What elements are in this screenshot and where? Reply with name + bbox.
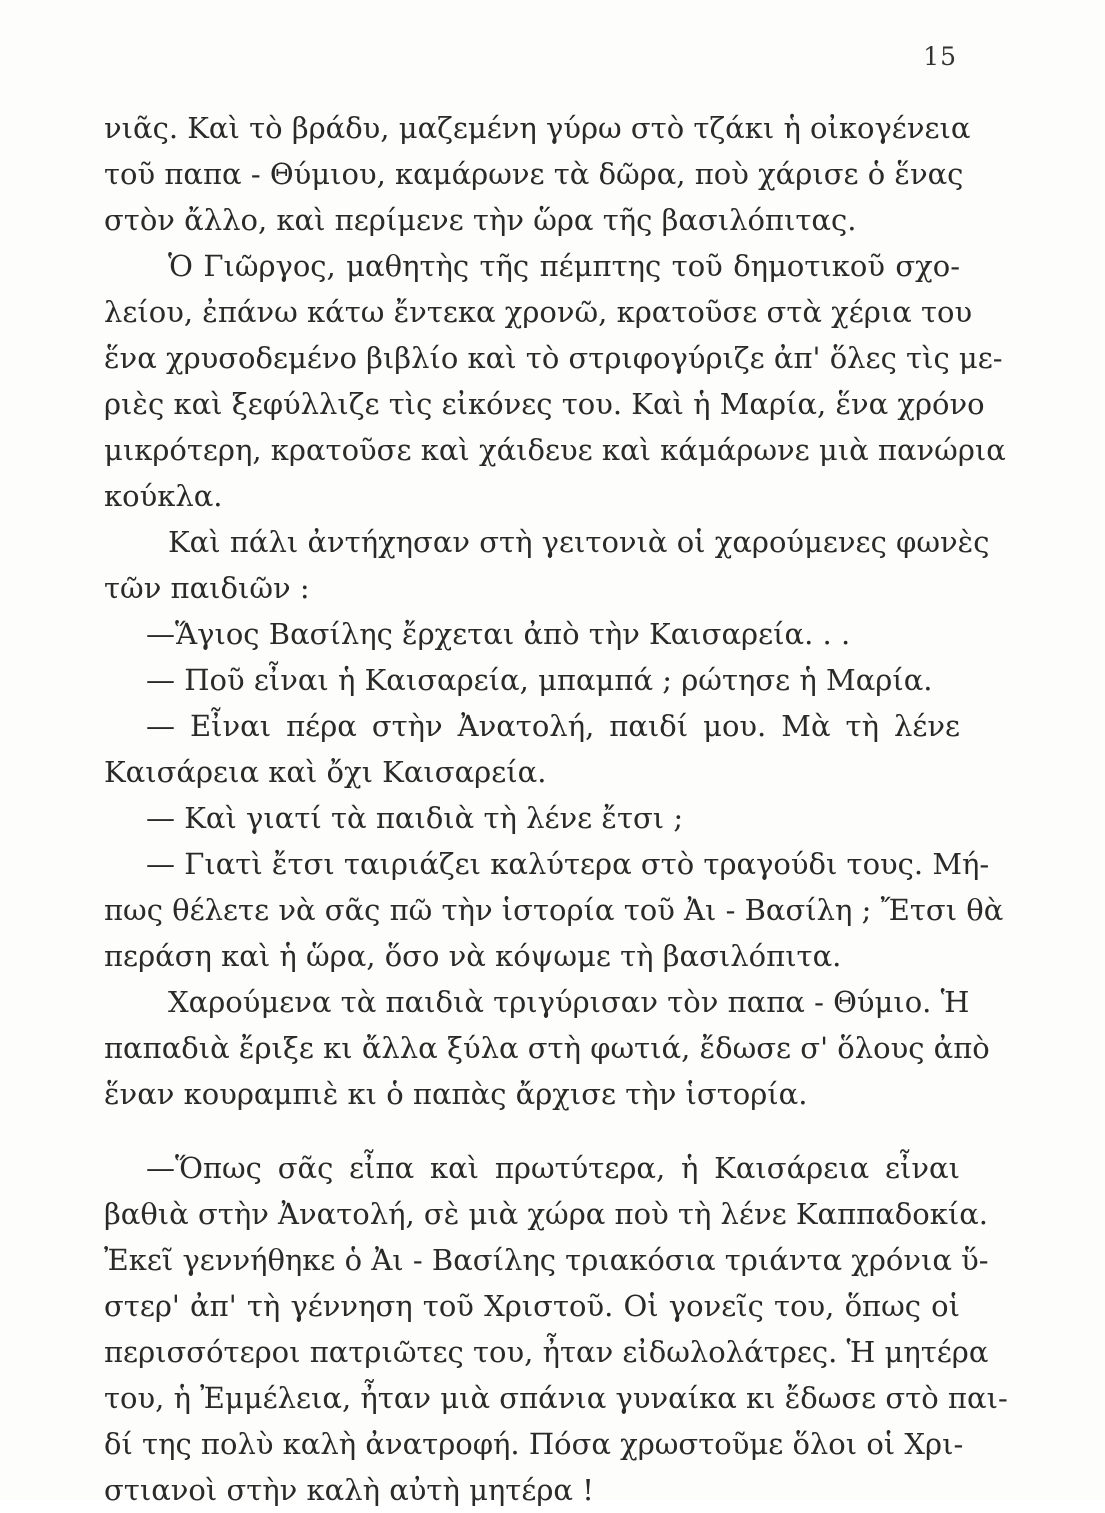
text-line: μικρότερη, κρατοῦσε καὶ χάιδευε καὶ κάμάρωνε μιὰ πανώρια	[104, 433, 1006, 467]
text-line: Καὶ πάλι ἀντήχησαν στὴ γειτονιὰ οἱ χαρούμενες φωνὲς	[168, 525, 990, 559]
text-line: νιᾶς. Καὶ τὸ βράδυ, μαζεμένη γύρω στὸ τζάκι ἡ οἰκογένεια	[104, 111, 971, 145]
text-line: ἕναν κουραμπιὲ κι ὁ παπὰς ἄρχισε τὴν ἱστορία.	[104, 1077, 808, 1111]
text-line: Καισάρεια καὶ ὄχι Καισαρεία.	[104, 755, 547, 789]
text-line: — Εἶναι πέρα στὴν Ἀνατολή, παιδί μου. Μὰ τὴ λένε	[146, 709, 960, 743]
text-line: κούκλα.	[104, 479, 223, 513]
text-line: — Ποῦ εἶναι ἡ Καισαρεία, μπαμπά ; ρώτησε ἡ Μαρία.	[146, 663, 933, 697]
text-line: — Γιατὶ ἔτσι ταιριάζει καλύτερα στὸ τραγούδι τους. Μή-	[146, 847, 990, 881]
body-text	[104, 105, 1008, 1513]
text-line: περάση καὶ ἡ ὥρα, ὅσο νὰ κόψωμε τὴ βασιλόπιτα.	[104, 939, 842, 973]
text-line: Ἐκεῖ γεννήθηκε ὁ Ἀι - Βασίλης τριακόσια τριάντα χρόνια ὕ-	[104, 1243, 989, 1277]
text-line: στὸν ἄλλο, καὶ περίμενε τὴν ὥρα τῆς βασιλόπιτας.	[104, 203, 857, 237]
text-line: περισσότεροι πατριῶτες του, ἦταν εἰδωλολάτρες. Ἡ μητέρα	[104, 1335, 989, 1369]
page-number: 15	[923, 42, 957, 71]
text-line: δί της πολὺ καλὴ ἀνατροφή. Πόσα χρωστοῦμε ὅλοι οἱ Χρι-	[104, 1427, 964, 1461]
text-line: στιανοὶ στὴν καλὴ αὐτὴ μητέρα !	[104, 1473, 594, 1507]
text-line: ριὲς καὶ ξεφύλλιζε τὶς εἰκόνες του. Καὶ ἡ Μαρία, ἕνα χρόνο	[104, 387, 985, 421]
text-line: — Καὶ γιατί τὰ παιδιὰ τὴ λένε ἔτσι ;	[146, 801, 684, 835]
text-line: —Ὅπως σᾶς εἶπα καὶ πρωτύτερα, ἡ Καισάρεια εἶναι	[146, 1151, 960, 1185]
text-line: πως θέλετε νὰ σᾶς πῶ τὴν ἱστορία τοῦ Ἀι - Βασίλη ; Ἔτσι θὰ	[104, 893, 1004, 927]
text-line: στερ' ἀπ' τὴ γέννηση τοῦ Χριστοῦ. Οἱ γονεῖς του, ὅπως οἱ	[104, 1289, 960, 1323]
text-line: βαθιὰ στὴν Ἀνατολή, σὲ μιὰ χώρα ποὺ τὴ λένε Καππαδοκία.	[104, 1197, 989, 1231]
text-line: —Ἅγιος Βασίλης ἔρχεται ἀπὸ τὴν Καισαρεία. . .	[146, 617, 851, 651]
text-line: Χαρούμενα τὰ παιδιὰ τριγύρισαν τὸν παπα - Θύμιο. Ἡ	[168, 985, 970, 1019]
text-line: λείου, ἐπάνω κάτω ἔντεκα χρονῶ, κρατοῦσε στὰ χέρια του	[104, 295, 973, 329]
text-line: τοῦ παπα - Θύμιου, καμάρωνε τὰ δῶρα, ποὺ χάρισε ὁ ἕνας	[104, 157, 964, 191]
text-line: του, ἡ Ἐμμέλεια, ἦταν μιὰ σπάνια γυναίκα κι ἔδωσε στὸ παι-	[104, 1381, 1008, 1415]
text-line: ἕνα χρυσοδεμένο βιβλίο καὶ τὸ στριφογύριζε ἀπ' ὅλες τὶς με-	[104, 341, 1003, 375]
paragraph-gap	[104, 1117, 960, 1145]
text-line: παπαδιὰ ἔριξε κι ἄλλα ξύλα στὴ φωτιά, ἔδωσε σ' ὅλους ἀπὸ	[104, 1031, 990, 1065]
text-line: τῶν παιδιῶν :	[104, 571, 310, 605]
text-line: Ὁ Γιῶργος, μαθητὴς τῆς πέμπτης τοῦ δημοτικοῦ σχο-	[168, 249, 960, 283]
